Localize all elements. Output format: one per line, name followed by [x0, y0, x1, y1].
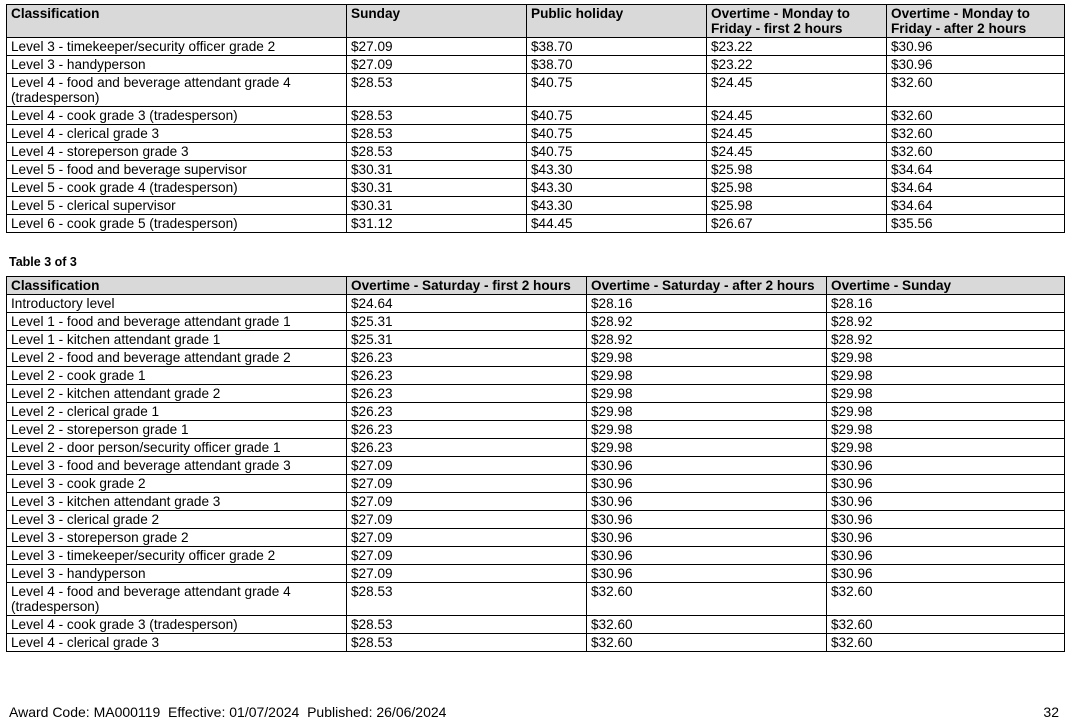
header-cell: Sunday [347, 5, 527, 38]
rate-cell: $30.31 [347, 197, 527, 215]
rate-cell: $30.96 [827, 475, 1065, 493]
table-row [7, 161, 1065, 179]
rate-cell: $28.53 [347, 74, 527, 107]
table-row [7, 107, 1065, 125]
rate-cell: $43.30 [527, 197, 707, 215]
rate-cell: $24.64 [347, 295, 587, 313]
rate-cell: $24.45 [707, 125, 887, 143]
classification-cell: Level 3 - timekeeper/security officer grade 2 [7, 38, 347, 56]
table-row [7, 56, 1065, 74]
header-cell: Overtime - Saturday - first 2 hours [347, 277, 587, 295]
table-row [7, 197, 1065, 215]
rate-cell: $32.60 [587, 583, 827, 616]
table-row [7, 38, 1065, 56]
table-row [7, 143, 1065, 161]
header-cell: Overtime - Monday to Friday - first 2 hours [707, 5, 887, 38]
rate-cell: $30.96 [827, 529, 1065, 547]
table-row [7, 529, 1065, 547]
table-row [7, 385, 1065, 403]
rate-cell: $25.31 [347, 331, 587, 349]
classification-cell: Level 3 - kitchen attendant grade 3 [7, 493, 347, 511]
rate-cell: $30.96 [887, 56, 1065, 74]
classification-cell: Level 4 - clerical grade 3 [7, 634, 347, 652]
pay-rates-table-continued [6, 4, 1065, 233]
rate-cell: $43.30 [527, 161, 707, 179]
table-row [7, 125, 1065, 143]
rate-cell: $32.60 [887, 143, 1065, 161]
rate-cell: $28.16 [827, 295, 1065, 313]
rate-cell: $32.60 [887, 74, 1065, 107]
classification-cell: Level 2 - kitchen attendant grade 2 [7, 385, 347, 403]
rate-cell: $38.70 [527, 56, 707, 74]
classification-cell: Introductory level [7, 295, 347, 313]
rate-cell: $28.53 [347, 125, 527, 143]
table-row [7, 313, 1065, 331]
rate-cell: $27.09 [347, 457, 587, 475]
classification-cell: Level 5 - cook grade 4 (tradesperson) [7, 179, 347, 197]
classification-cell: Level 1 - kitchen attendant grade 1 [7, 331, 347, 349]
rate-cell: $27.09 [347, 56, 527, 74]
classification-cell: Level 4 - cook grade 3 (tradesperson) [7, 107, 347, 125]
classification-cell: Level 2 - clerical grade 1 [7, 403, 347, 421]
rate-cell: $27.09 [347, 475, 587, 493]
rate-cell: $28.16 [587, 295, 827, 313]
rate-cell: $29.98 [587, 349, 827, 367]
header-cell: Overtime - Monday to Friday - after 2 hours [887, 5, 1065, 38]
rate-cell: $28.53 [347, 616, 587, 634]
table-body [7, 38, 1065, 233]
classification-cell: Level 3 - handyperson [7, 565, 347, 583]
rate-cell: $27.09 [347, 38, 527, 56]
rate-cell: $38.70 [527, 38, 707, 56]
header-cell: Overtime - Sunday [827, 277, 1065, 295]
rate-cell: $44.45 [527, 215, 707, 233]
classification-cell: Level 3 - handyperson [7, 56, 347, 74]
rate-cell: $25.31 [347, 313, 587, 331]
table-row [7, 565, 1065, 583]
rate-cell: $29.98 [827, 439, 1065, 457]
rate-cell: $31.12 [347, 215, 527, 233]
rate-cell: $28.92 [827, 331, 1065, 349]
table-row [7, 421, 1065, 439]
table-header-row [7, 5, 1065, 38]
rate-cell: $24.45 [707, 107, 887, 125]
rate-cell: $28.53 [347, 107, 527, 125]
table-row [7, 74, 1065, 107]
rate-cell: $27.09 [347, 493, 587, 511]
rate-cell: $34.64 [887, 197, 1065, 215]
rate-cell: $34.64 [887, 179, 1065, 197]
classification-cell: Level 5 - food and beverage supervisor [7, 161, 347, 179]
overtime-rates-table [6, 276, 1065, 652]
page-number: 32 [1043, 704, 1059, 720]
classification-cell: Level 4 - food and beverage attendant grade 4 (tradesperson) [7, 583, 347, 616]
rate-cell: $30.96 [827, 511, 1065, 529]
rate-cell: $26.23 [347, 349, 587, 367]
rate-cell: $32.60 [827, 634, 1065, 652]
table-row [7, 616, 1065, 634]
rate-cell: $29.98 [587, 385, 827, 403]
rate-cell: $28.53 [347, 583, 587, 616]
rate-cell: $26.23 [347, 439, 587, 457]
classification-cell: Level 1 - food and beverage attendant grade 1 [7, 313, 347, 331]
rate-cell: $25.98 [707, 179, 887, 197]
rate-cell: $29.98 [587, 403, 827, 421]
classification-cell: Level 5 - clerical supervisor [7, 197, 347, 215]
rate-cell: $26.23 [347, 367, 587, 385]
header-cell: Overtime - Saturday - after 2 hours [587, 277, 827, 295]
rate-cell: $26.23 [347, 403, 587, 421]
classification-cell: Level 2 - food and beverage attendant grade 2 [7, 349, 347, 367]
rate-cell: $32.60 [827, 583, 1065, 616]
table-row [7, 634, 1065, 652]
table-row [7, 179, 1065, 197]
rate-cell: $26.23 [347, 385, 587, 403]
rate-cell: $28.92 [587, 331, 827, 349]
classification-cell: Level 3 - timekeeper/security officer grade 2 [7, 547, 347, 565]
rate-cell: $27.09 [347, 511, 587, 529]
table-row [7, 215, 1065, 233]
rate-cell: $30.96 [827, 457, 1065, 475]
rate-cell: $32.60 [887, 107, 1065, 125]
rate-cell: $30.31 [347, 179, 527, 197]
table-row [7, 403, 1065, 421]
award-info: Award Code: MA000119 Effective: 01/07/2024 Published: 26/06/2024 [9, 704, 447, 720]
rate-cell: $40.75 [527, 143, 707, 161]
rate-cell: $30.96 [827, 493, 1065, 511]
rate-cell: $40.75 [527, 125, 707, 143]
rate-cell: $32.60 [587, 616, 827, 634]
rate-cell: $30.96 [587, 493, 827, 511]
rate-cell: $29.98 [827, 403, 1065, 421]
rate-cell: $30.31 [347, 161, 527, 179]
classification-cell: Level 3 - clerical grade 2 [7, 511, 347, 529]
header-cell: Public holiday [527, 5, 707, 38]
table-row [7, 475, 1065, 493]
rate-cell: $32.60 [587, 634, 827, 652]
rate-cell: $35.56 [887, 215, 1065, 233]
rate-cell: $40.75 [527, 74, 707, 107]
rate-cell: $32.60 [887, 125, 1065, 143]
table-row [7, 547, 1065, 565]
rate-cell: $30.96 [587, 547, 827, 565]
rate-cell: $27.09 [347, 529, 587, 547]
table-row [7, 349, 1065, 367]
classification-cell: Level 2 - storeperson grade 1 [7, 421, 347, 439]
rate-cell: $23.22 [707, 38, 887, 56]
rate-cell: $25.98 [707, 197, 887, 215]
table-row [7, 367, 1065, 385]
rate-cell: $30.96 [827, 547, 1065, 565]
rate-cell: $27.09 [347, 565, 587, 583]
classification-cell: Level 3 - cook grade 2 [7, 475, 347, 493]
rate-cell: $29.98 [827, 421, 1065, 439]
classification-cell: Level 3 - food and beverage attendant grade 3 [7, 457, 347, 475]
rate-cell: $29.98 [587, 421, 827, 439]
rate-cell: $30.96 [587, 457, 827, 475]
classification-cell: Level 2 - cook grade 1 [7, 367, 347, 385]
rate-cell: $25.98 [707, 161, 887, 179]
table-caption: Table 3 of 3 [9, 255, 77, 269]
rate-cell: $29.98 [587, 439, 827, 457]
header-cell: Classification [7, 5, 347, 38]
rate-cell: $26.23 [347, 421, 587, 439]
table-row [7, 493, 1065, 511]
table-header-row [7, 277, 1065, 295]
rate-cell: $28.53 [347, 143, 527, 161]
classification-cell: Level 2 - door person/security officer grade 1 [7, 439, 347, 457]
rate-cell: $27.09 [347, 547, 587, 565]
classification-cell: Level 4 - clerical grade 3 [7, 125, 347, 143]
rate-cell: $28.92 [587, 313, 827, 331]
rate-cell: $40.75 [527, 107, 707, 125]
table-row [7, 331, 1065, 349]
table-row [7, 457, 1065, 475]
header-cell: Classification [7, 277, 347, 295]
rate-cell: $30.96 [587, 529, 827, 547]
rate-cell: $26.67 [707, 215, 887, 233]
rate-cell: $24.45 [707, 74, 887, 107]
classification-cell: Level 6 - cook grade 5 (tradesperson) [7, 215, 347, 233]
rate-cell: $32.60 [827, 616, 1065, 634]
rate-cell: $28.53 [347, 634, 587, 652]
page-footer [9, 704, 1059, 720]
table-row [7, 439, 1065, 457]
rate-cell: $30.96 [827, 565, 1065, 583]
classification-cell: Level 4 - food and beverage attendant grade 4 (tradesperson) [7, 74, 347, 107]
classification-cell: Level 3 - storeperson grade 2 [7, 529, 347, 547]
rate-cell: $29.98 [827, 367, 1065, 385]
rate-cell: $24.45 [707, 143, 887, 161]
rate-cell: $30.96 [587, 475, 827, 493]
rate-cell: $29.98 [827, 349, 1065, 367]
classification-cell: Level 4 - storeperson grade 3 [7, 143, 347, 161]
rate-cell: $29.98 [827, 385, 1065, 403]
rate-cell: $23.22 [707, 56, 887, 74]
rate-cell: $30.96 [587, 565, 827, 583]
rate-cell: $30.96 [587, 511, 827, 529]
classification-cell: Level 4 - cook grade 3 (tradesperson) [7, 616, 347, 634]
table-body [7, 295, 1065, 652]
rate-cell: $29.98 [587, 367, 827, 385]
rate-cell: $43.30 [527, 179, 707, 197]
rate-cell: $28.92 [827, 313, 1065, 331]
table-row [7, 583, 1065, 616]
rate-cell: $34.64 [887, 161, 1065, 179]
table-row [7, 295, 1065, 313]
rate-cell: $30.96 [887, 38, 1065, 56]
table-row [7, 511, 1065, 529]
